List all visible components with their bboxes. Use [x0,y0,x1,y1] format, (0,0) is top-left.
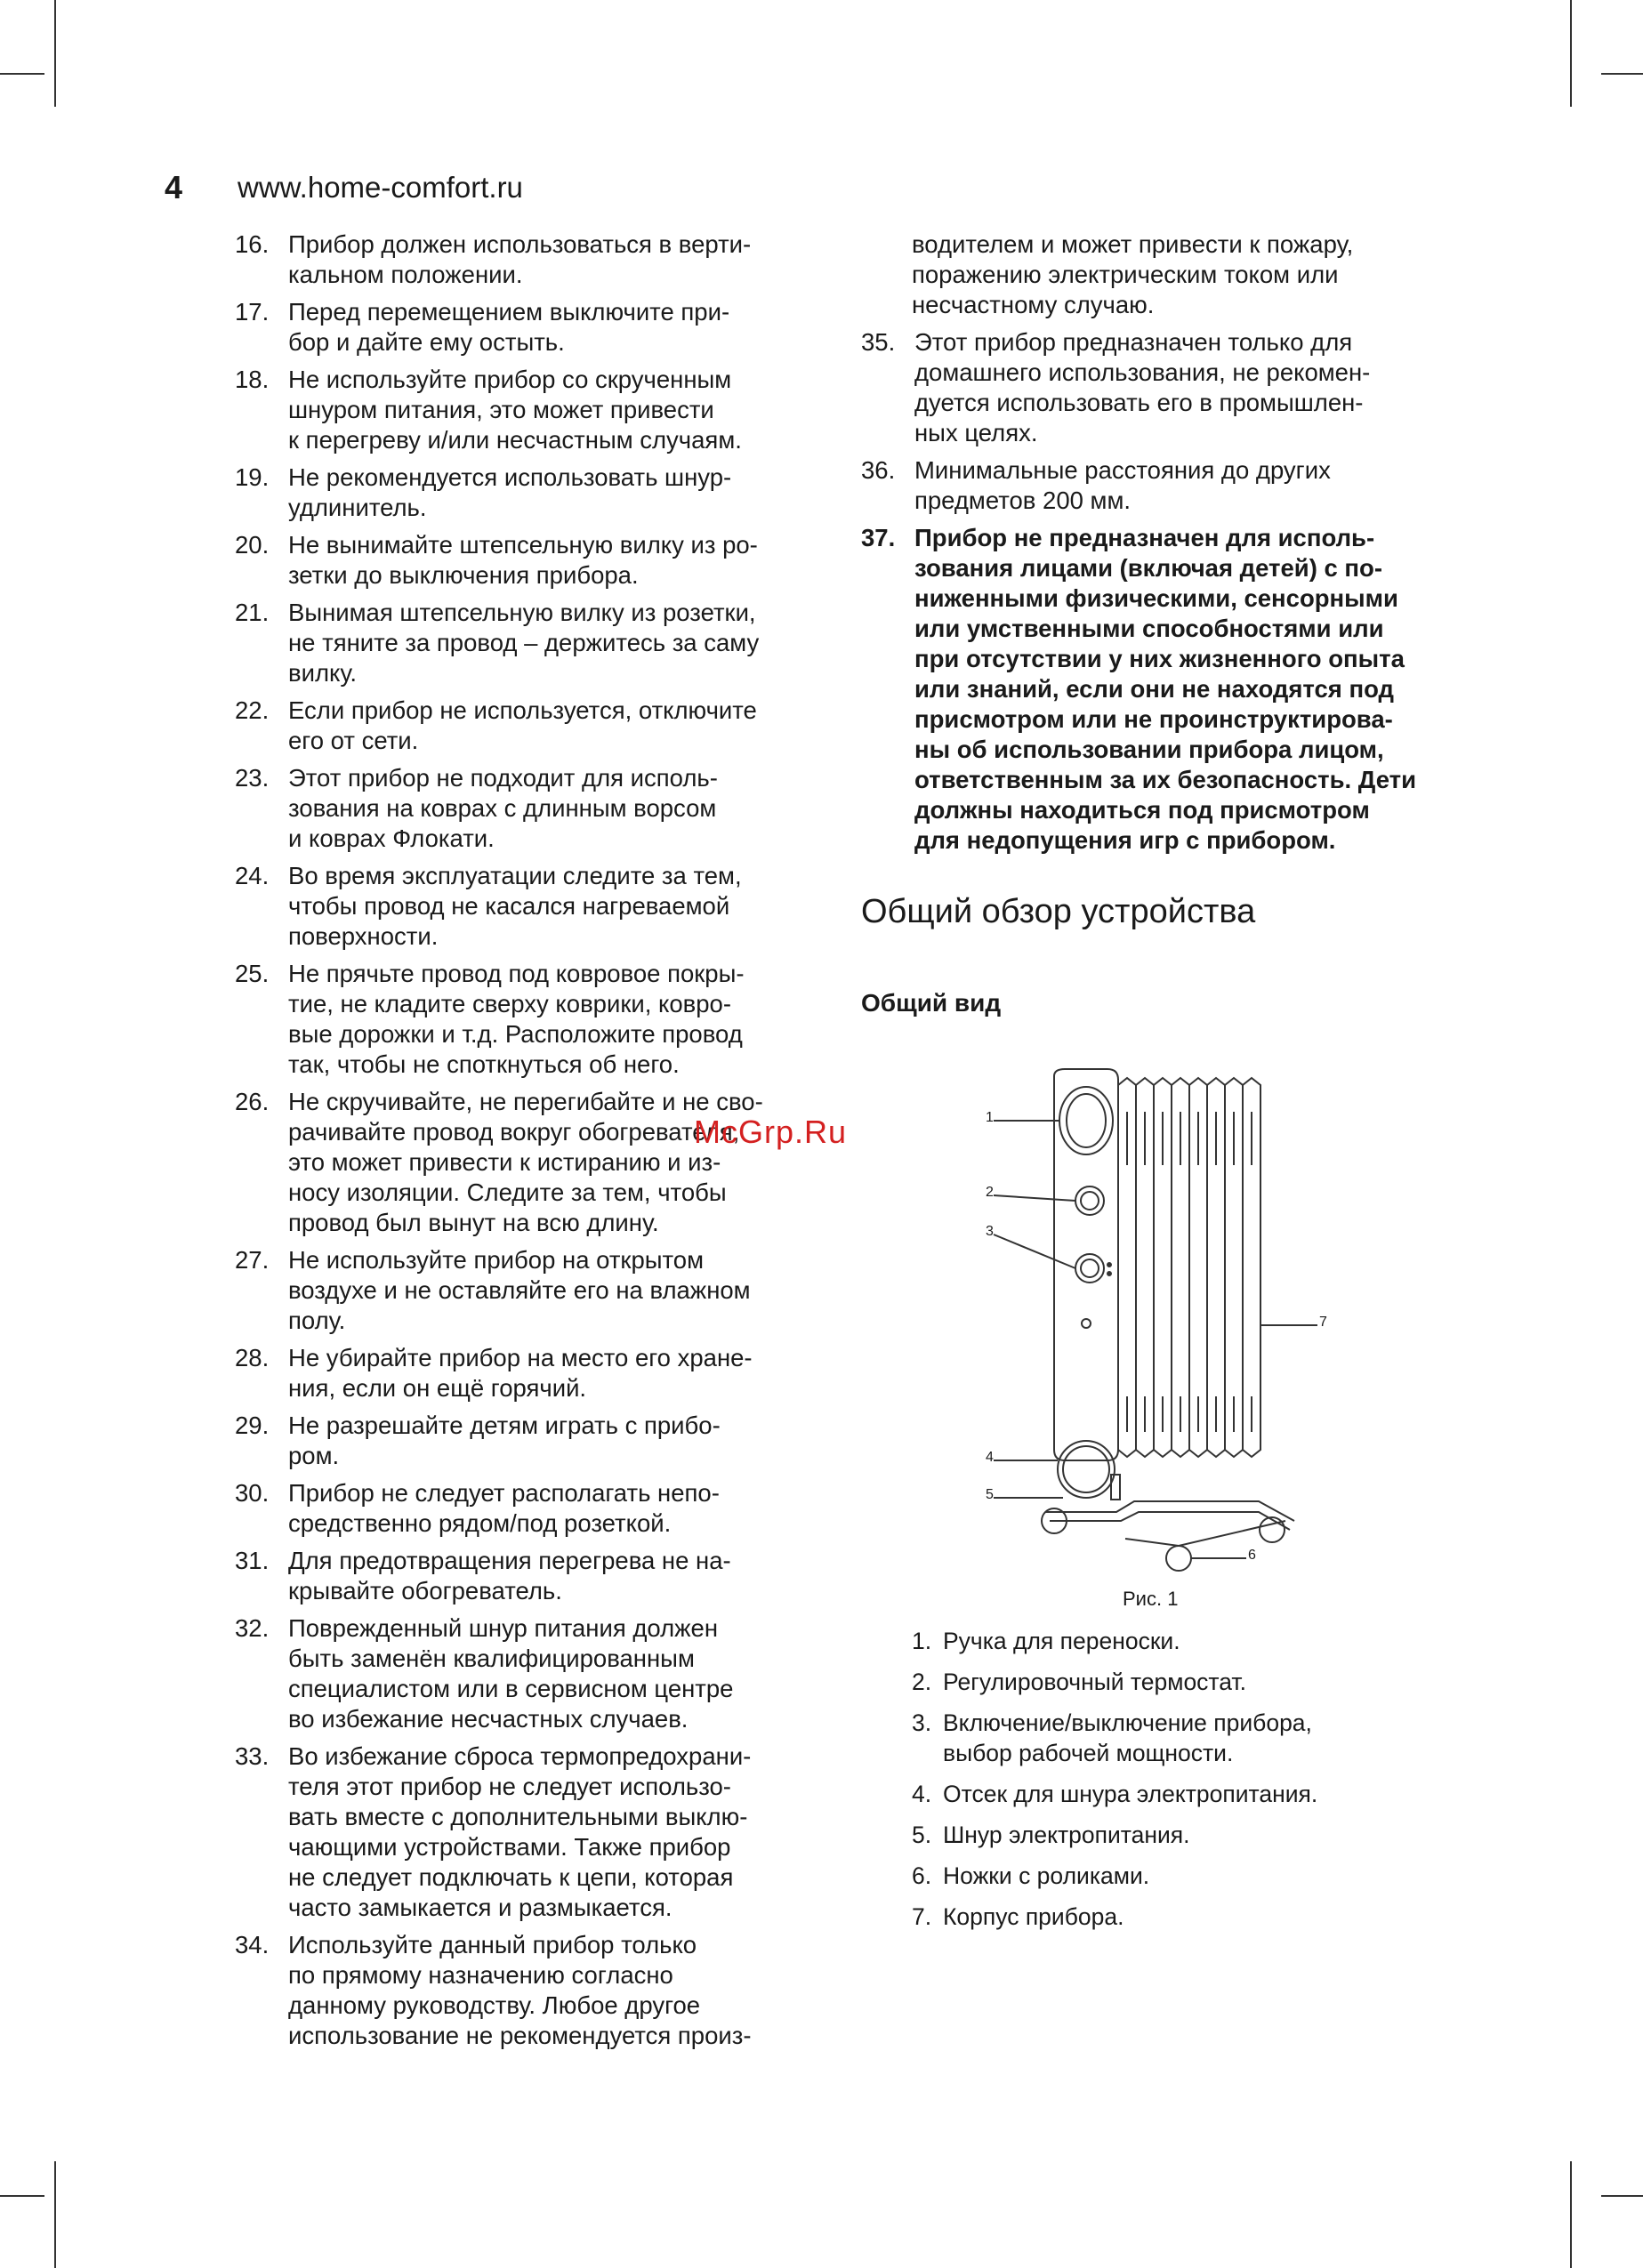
watermark: McGrp.Ru [694,1114,848,1150]
safety-list-right [861,327,1448,856]
list-item: 16. Прибор должен использоваться в верти- кальном положении. [235,230,752,288]
figure-label: 2 [986,1185,994,1200]
crop-mark [54,2161,56,2268]
list-item: 7. Корпус прибора. [912,1903,1124,1930]
wheel-front [1166,1546,1191,1571]
list-item: 21. Вынимая штепсельную вилку из розетки, не тяните за провод – держитесь за саму вилку. [235,599,760,687]
section-title: Общий обзор устройства [861,893,1256,930]
list-item: 27. Не используйте прибор на открытом воздухе и не оставляйте его на влажном полу. [235,1246,751,1334]
subsection-title: Общий вид [861,989,1002,1017]
parts-list [912,1626,1463,1942]
list-item: 5. Шнур электропитания. [912,1822,1190,1848]
crop-mark [1570,0,1572,107]
list-item-warning: 37. Прибор не предназначен для исполь- зования лицами (включая детей) с по- ниженными физическими, сенсорными или умственными способностями или при отсутствии у них жизненного опыта или знаний, если они не находятся под присмотром или не проинструктирова- ны об использовании прибора лицом, ответственным за их безопасность. Дети должны находиться под присмотром для недопущения игр с прибором. [861,524,1417,854]
crop-mark [0,73,44,75]
figure-caption: Рис. 1 [1123,1588,1179,1610]
continued-text: водителем и может привести к пожару, поражению электрическим током или несчастному случаю. [912,230,1354,318]
list-item: 35. Этот прибор предназначен только для домашнего использования, не рекомен- дуется использовать его в промышлен- ных целях. [861,328,1371,446]
list-item: 6. Ножки с роликами. [912,1862,1150,1889]
thermostat-knob [1075,1186,1104,1215]
list-item: 22. Если прибор не используется, отключите его от сети. [235,696,757,754]
list-item: 20. Не вынимайте штепсельную вилку из ро- зетки до выключения прибора. [235,531,758,589]
figure-label: 5 [986,1487,994,1502]
leader-line [994,1235,1075,1268]
list-item: 2. Регулировочный термостат. [912,1669,1246,1695]
right-column [861,229,1448,863]
heater-figure [965,1058,1339,1592]
crop-mark [54,0,56,107]
list-item: 32. Поврежденный шнур питания должен быть заменён квалифицированным специалистом или в сервисном центре во избежание несчастных случаев. [235,1614,734,1733]
indicator-light [1082,1319,1091,1328]
list-item: 18. Не используйте прибор со скрученным шнуром питания, это может привести к перегреву и/или несчастным случаям. [235,366,742,454]
list-item: 28. Не убирайте прибор на место его хране- ния, если он ещё горячий. [235,1344,753,1402]
list-item: 26. Не скручивайте, не перегибайте и не сво- рачивайте провод вокруг обогревателя, это может привести к истиранию и из- носу изоляции. Следите за тем, чтобы провод был вынут на всю длину. [235,1088,763,1236]
figure-label: 6 [1248,1548,1256,1563]
oil-heater-illustration [965,1058,1339,1592]
cord-compartment [1058,1441,1115,1498]
figure-label: 4 [986,1450,994,1465]
figure-label: 3 [986,1224,994,1239]
list-item: 29. Не разрешайте детям играть с прибо- ром. [235,1411,721,1469]
list-item: 19. Не рекомендуется использовать шнур- удлинитель. [235,463,732,521]
list-item: 4. Отсек для шнура электропитания. [912,1781,1318,1807]
figure-label: 7 [1319,1315,1327,1330]
list-item: 33. Во избежание сброса термопредохрани- теля этот прибор не следует использо- вать вместе с дополнительными выклю- чающими устройствами. Также прибор не следует подключать к цепи, которая часто замыкается и размыкается. [235,1742,752,1921]
list-item: 30. Прибор не следует располагать непо- средственно рядом/под розеткой. [235,1479,720,1537]
figure-label: 1 [986,1110,994,1125]
list-item: 34. Используйте данный прибор только по прямому назначению согласно данному руководству. Любое другое использование не рекомендуется произ- [235,1931,752,2049]
leader-line [994,1195,1075,1201]
website-link[interactable]: www.home-comfort.ru [238,171,523,204]
list-item: 3. Включение/выключение прибора, выбор рабочей мощности. [912,1709,1312,1766]
list-item: 36. Минимальные расстояния до других предметов 200 мм. [861,456,1331,514]
page-number: 4 [165,169,183,205]
list-item: 23. Этот прибор не подходит для исполь- зования на коврах с длинным ворсом и коврах Флокати. [235,764,718,852]
list-item: 17. Перед перемещением выключите при- бор и дайте ему остыть. [235,298,730,356]
crop-mark [1601,73,1643,75]
list-item: 25. Не прячьте провод под ковровое покры- тие, не кладите сверху коврики, ковро- вые дорожки и т.д. Расположите провод так, чтобы не споткнуться об него. [235,960,745,1078]
crop-mark [0,2195,44,2197]
crop-mark [1570,2161,1572,2268]
list-item: 1. Ручка для переноски. [912,1628,1180,1654]
list-item: 24. Во время эксплуатации следите за тем, чтобы провод не касался нагреваемой поверхности. [235,862,742,950]
power-knob [1075,1254,1104,1283]
list-item: 31. Для предотвращения перегрева не на- крывайте обогреватель. [235,1547,731,1604]
crop-mark [1601,2195,1643,2197]
